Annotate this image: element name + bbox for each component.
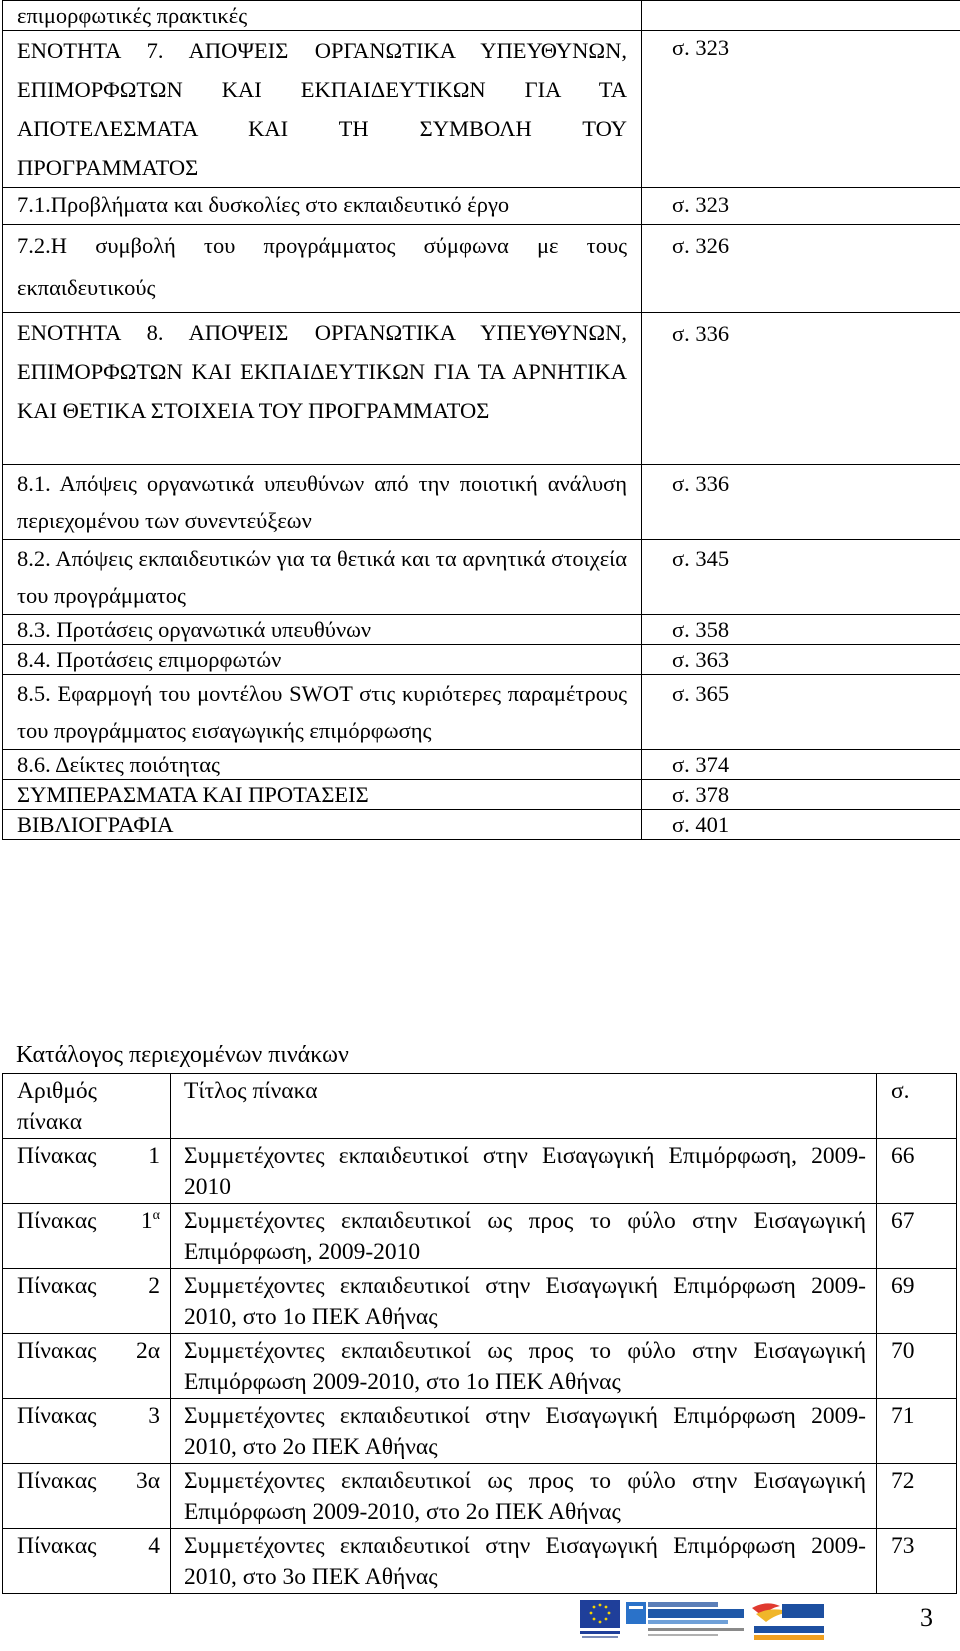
table-page: 73 (877, 1529, 957, 1594)
education-programme-logo (626, 1602, 744, 1636)
tables-list-header (3, 1074, 957, 1139)
table-number: 4 (148, 1533, 160, 1559)
table-label: Πίνακας (17, 1143, 97, 1169)
toc-row (3, 31, 960, 188)
table-title: Συμμετέχοντες εκπαιδευτικοί στην Εισαγωγική Επιμόρφωση 2009-2010, στο 2ο ΠΕΚ Αθήνας (171, 1399, 877, 1464)
toc-title: ΕΝΟΤΗΤΑ 7. ΑΠΟΨΕΙΣ ΟΡΓΑΝΩΤΙΚΑ ΥΠΕΥΘΥΝΩΝ, ΕΠΙΜΟΡΦΩΤΩΝ ΚΑΙ ΕΚΠΑΙΔΕΥΤΙΚΩΝ ΓΙΑ ΤΑ ΑΠΟΤΕΛΕΣΜΑΤΑ ΚΑΙ ΤΗ ΣΥΜΒΟΛΗ ΤΟΥ ΠΡΟΓΡΑΜΜΑΤΟΣ (3, 31, 642, 188)
table-number: 1 (148, 1143, 160, 1169)
toc-page: σ. 358 (642, 615, 960, 645)
table-number: 2α (135, 1338, 160, 1364)
table-row (3, 1399, 957, 1464)
toc-page: σ. 365 (642, 675, 960, 750)
toc-page: σ. 336 (642, 313, 960, 465)
header-title: Τίτλος πίνακα (171, 1074, 877, 1139)
toc-title: ΣΥΜΠΕΡΑΣΜΑΤΑ ΚΑΙ ΠΡΟΤΑΣΕΙΣ (3, 780, 642, 810)
table-label: Πίνακας (17, 1403, 97, 1429)
toc-title: 7.2.Η συμβολή του προγράμματος σύμφωνα με τους εκπαιδευτικούς (3, 225, 642, 313)
toc-row (3, 225, 960, 313)
toc-row (3, 780, 960, 810)
toc-page: σ. 323 (642, 31, 960, 188)
toc-page: σ. 323 (642, 188, 960, 225)
table-title: Συμμετέχοντες εκπαιδευτικοί στην Εισαγωγική Επιμόρφωση 2009-2010, στο 1ο ΠΕΚ Αθήνας (171, 1269, 877, 1334)
espa-2007-2013-logo (752, 1603, 824, 1640)
toc-row (3, 540, 960, 615)
table-row (3, 1529, 957, 1594)
toc-page (642, 1, 960, 31)
toc-row (3, 1, 960, 31)
toc-title: 8.5. Εφαρμογή του μοντέλου SWOT στις κυριότερες παραμέτρους του προγράμματος εισαγωγικής επιμόρφωσης (3, 675, 642, 750)
table-number: 2 (148, 1273, 160, 1299)
table-title: Συμμετέχοντες εκπαιδευτικοί ως προς το φύλο στην Εισαγωγική Επιμόρφωση 2009-2010, στο 1ο ΠΕΚ Αθήνας (171, 1334, 877, 1399)
table-row (3, 1269, 957, 1334)
tables-list-heading: Κατάλογος περιεχομένων πινάκων (16, 1042, 349, 1068)
toc-title: ΕΝΟΤΗΤΑ 8. ΑΠΟΨΕΙΣ ΟΡΓΑΝΩΤΙΚΑ ΥΠΕΥΘΥΝΩΝ, ΕΠΙΜΟΡΦΩΤΩΝ ΚΑΙ ΕΚΠΑΙΔΕΥΤΙΚΩΝ ΓΙΑ ΤΑ ΑΡΝΗΤΙΚΑ ΚΑΙ ΘΕΤΙΚΑ ΣΤΟΙΧΕΙΑ ΤΟΥ ΠΡΟΓΡΑΜΜΑΤΟΣ (3, 313, 642, 465)
toc-page: σ. 378 (642, 780, 960, 810)
toc-row (3, 750, 960, 780)
toc-row (3, 313, 960, 465)
toc-title: επιμορφωτικές πρακτικές (3, 1, 642, 31)
table-title: Συμμετέχοντες εκπαιδευτικοί ως προς το φύλο στην Εισαγωγική Επιμόρφωση 2009-2010, στο 2ο ΠΕΚ Αθήνας (171, 1464, 877, 1529)
table-title: Συμμετέχοντες εκπαιδευτικοί στην Εισαγωγική Επιμόρφωση 2009-2010, στο 3ο ΠΕΚ Αθήνας (171, 1529, 877, 1594)
toc-page: σ. 336 (642, 465, 960, 540)
toc-row (3, 810, 960, 840)
toc-row (3, 465, 960, 540)
table-number: $1^\alpha$ (140, 1208, 160, 1234)
toc-page: σ. 363 (642, 645, 960, 675)
header-number: Αριθμός πίνακα (3, 1074, 171, 1139)
table-row (3, 1464, 957, 1529)
table-label: Πίνακας (17, 1468, 97, 1494)
toc-title: 8.1. Απόψεις οργανωτικά υπευθύνων από την ποιοτική ανάλυση περιεχομένου των συνεντεύξεων (3, 465, 642, 540)
table-row (3, 1139, 957, 1204)
toc-title: 8.3. Προτάσεις οργανωτικά υπευθύνων (3, 615, 642, 645)
toc-row (3, 615, 960, 645)
table-page: 72 (877, 1464, 957, 1529)
table-row (3, 1334, 957, 1399)
toc-row (3, 645, 960, 675)
toc-title: 8.6. Δείκτες ποιότητας (3, 750, 642, 780)
table-label: Πίνακας (17, 1338, 97, 1364)
toc-row (3, 675, 960, 750)
toc-title: ΒΙΒΛΙΟΓΡΑΦΙΑ (3, 810, 642, 840)
toc-page: σ. 326 (642, 225, 960, 313)
table-label: Πίνακας (17, 1273, 97, 1299)
toc-title: 8.4. Προτάσεις επιμορφωτών (3, 645, 642, 675)
toc-row (3, 188, 960, 225)
table-page: 70 (877, 1334, 957, 1399)
table-row (3, 1204, 957, 1269)
table-label: Πίνακας (17, 1208, 97, 1234)
table-of-contents (2, 0, 960, 840)
page-number: 3 (920, 1603, 933, 1632)
toc-page: σ. 345 (642, 540, 960, 615)
table-page: 67 (877, 1204, 957, 1269)
header-page: σ. (877, 1074, 957, 1139)
table-page: 69 (877, 1269, 957, 1334)
toc-title: 8.2. Απόψεις εκπαιδευτικών για τα θετικά και τα αρνητικά στοιχεία του προγράμματος (3, 540, 642, 615)
table-page: 66 (877, 1139, 957, 1204)
toc-page: σ. 401 (642, 810, 960, 840)
table-label: Πίνακας (17, 1533, 97, 1559)
table-title: Συμμετέχοντες εκπαιδευτικοί στην Εισαγωγική Επιμόρφωση, 2009-2010 (171, 1139, 877, 1204)
tables-list (2, 1073, 957, 1594)
toc-title: 7.1.Προβλήματα και δυσκολίες στο εκπαιδευτικό έργο (3, 188, 642, 225)
footer-logos (576, 1598, 828, 1646)
table-number: 3α (135, 1468, 160, 1494)
toc-page: σ. 374 (642, 750, 960, 780)
table-page: 71 (877, 1399, 957, 1464)
table-number: 3 (148, 1403, 160, 1429)
eu-flag-logo (580, 1600, 620, 1638)
table-title: Συμμετέχοντες εκπαιδευτικοί ως προς το φύλο στην Εισαγωγική Επιμόρφωση, 2009-2010 (171, 1204, 877, 1269)
